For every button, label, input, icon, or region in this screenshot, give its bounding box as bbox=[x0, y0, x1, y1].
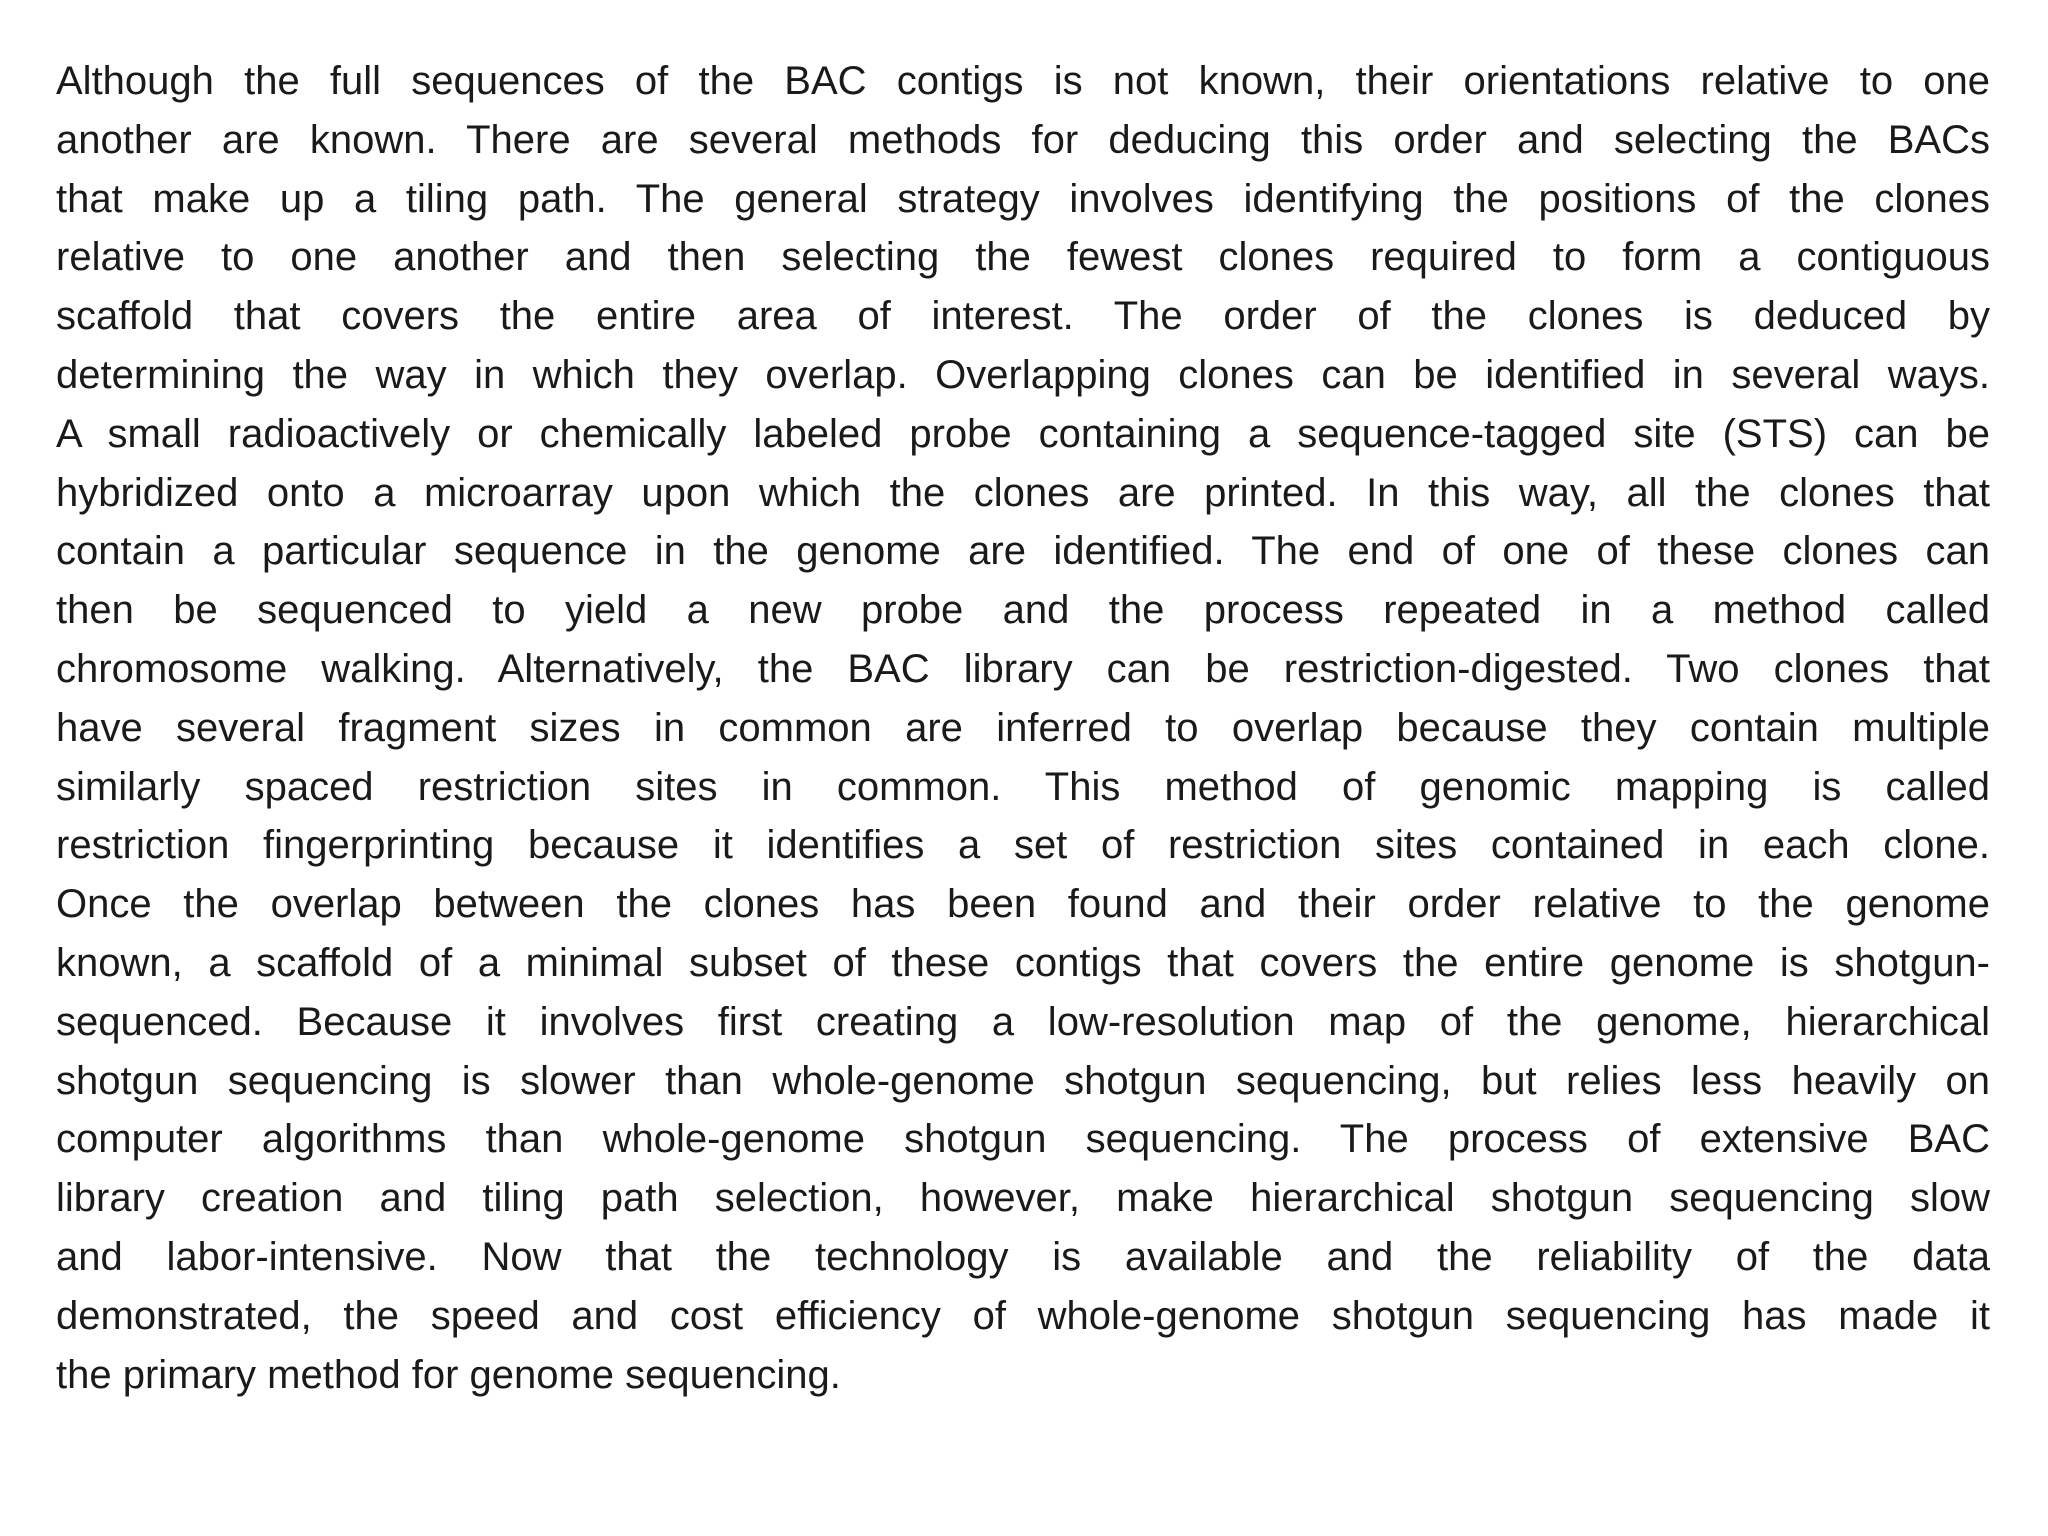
paragraph-line: similarly spaced restriction sites in common. This method of genomic mapping is called bbox=[56, 764, 1990, 809]
paragraph-line: hybridized onto a microarray upon which the clones are printed. In this way, all the clones that bbox=[56, 470, 1990, 515]
paragraph-line: shotgun sequencing is slower than whole-genome shotgun sequencing, but relies less heavily on bbox=[56, 1058, 1990, 1103]
paragraph-line: then be sequenced to yield a new probe and the process repeated in a method called bbox=[56, 588, 1990, 633]
paragraph-line: A small radioactively or chemically labeled probe containing a sequence-tagged site (STS) can be bbox=[56, 411, 1990, 456]
paragraph-line: demonstrated, the speed and cost efficiency of whole-genome shotgun sequencing has made it bbox=[56, 1293, 1990, 1338]
paragraph-line: scaffold that covers the entire area of interest. The order of the clones is deduced by bbox=[56, 294, 1990, 339]
paragraph-line: Once the overlap between the clones has been found and their order relative to the genome bbox=[56, 882, 1990, 927]
paragraph-line: chromosome walking. Alternatively, the BAC library can be restriction-digested. Two clones that bbox=[56, 646, 1990, 691]
paragraph-line: library creation and tiling path selection, however, make hierarchical shotgun sequencing slow bbox=[56, 1176, 1990, 1221]
paragraph-line: Although the full sequences of the BAC contigs is not known, their orientations relative to one bbox=[56, 59, 1990, 103]
paragraph-line: relative to one another and then selecting the fewest clones required to form a contiguous bbox=[56, 235, 1990, 280]
paragraph-line: restriction fingerprinting because it identifies a set of restriction sites contained in each clone. bbox=[56, 823, 1990, 868]
paragraph-line: have several fragment sizes in common are inferred to overlap because they contain multiple bbox=[56, 705, 1990, 750]
paragraph-line: another are known. There are several methods for deducing this order and selecting the BACs bbox=[56, 117, 1990, 162]
paragraph-line: that make up a tiling path. The general strategy involves identifying the positions of the clones bbox=[56, 176, 1990, 221]
body-paragraph bbox=[56, 52, 1990, 1404]
paragraph-line: contain a particular sequence in the genome are identified. The end of one of these clones can bbox=[56, 529, 1990, 574]
paragraph-line: the primary method for genome sequencing. bbox=[56, 1352, 841, 1397]
paragraph-line: known, a scaffold of a minimal subset of these contigs that covers the entire genome is shotgun- bbox=[56, 940, 1990, 985]
paragraph-line: determining the way in which they overlap. Overlapping clones can be identified in several ways. bbox=[56, 352, 1990, 397]
paragraph-line: and labor-intensive. Now that the technology is available and the reliability of the data bbox=[56, 1234, 1990, 1279]
paragraph-line: sequenced. Because it involves first creating a low-resolution map of the genome, hierarchical bbox=[56, 999, 1990, 1044]
paragraph-line: computer algorithms than whole-genome shotgun sequencing. The process of extensive BAC bbox=[56, 1117, 1990, 1162]
